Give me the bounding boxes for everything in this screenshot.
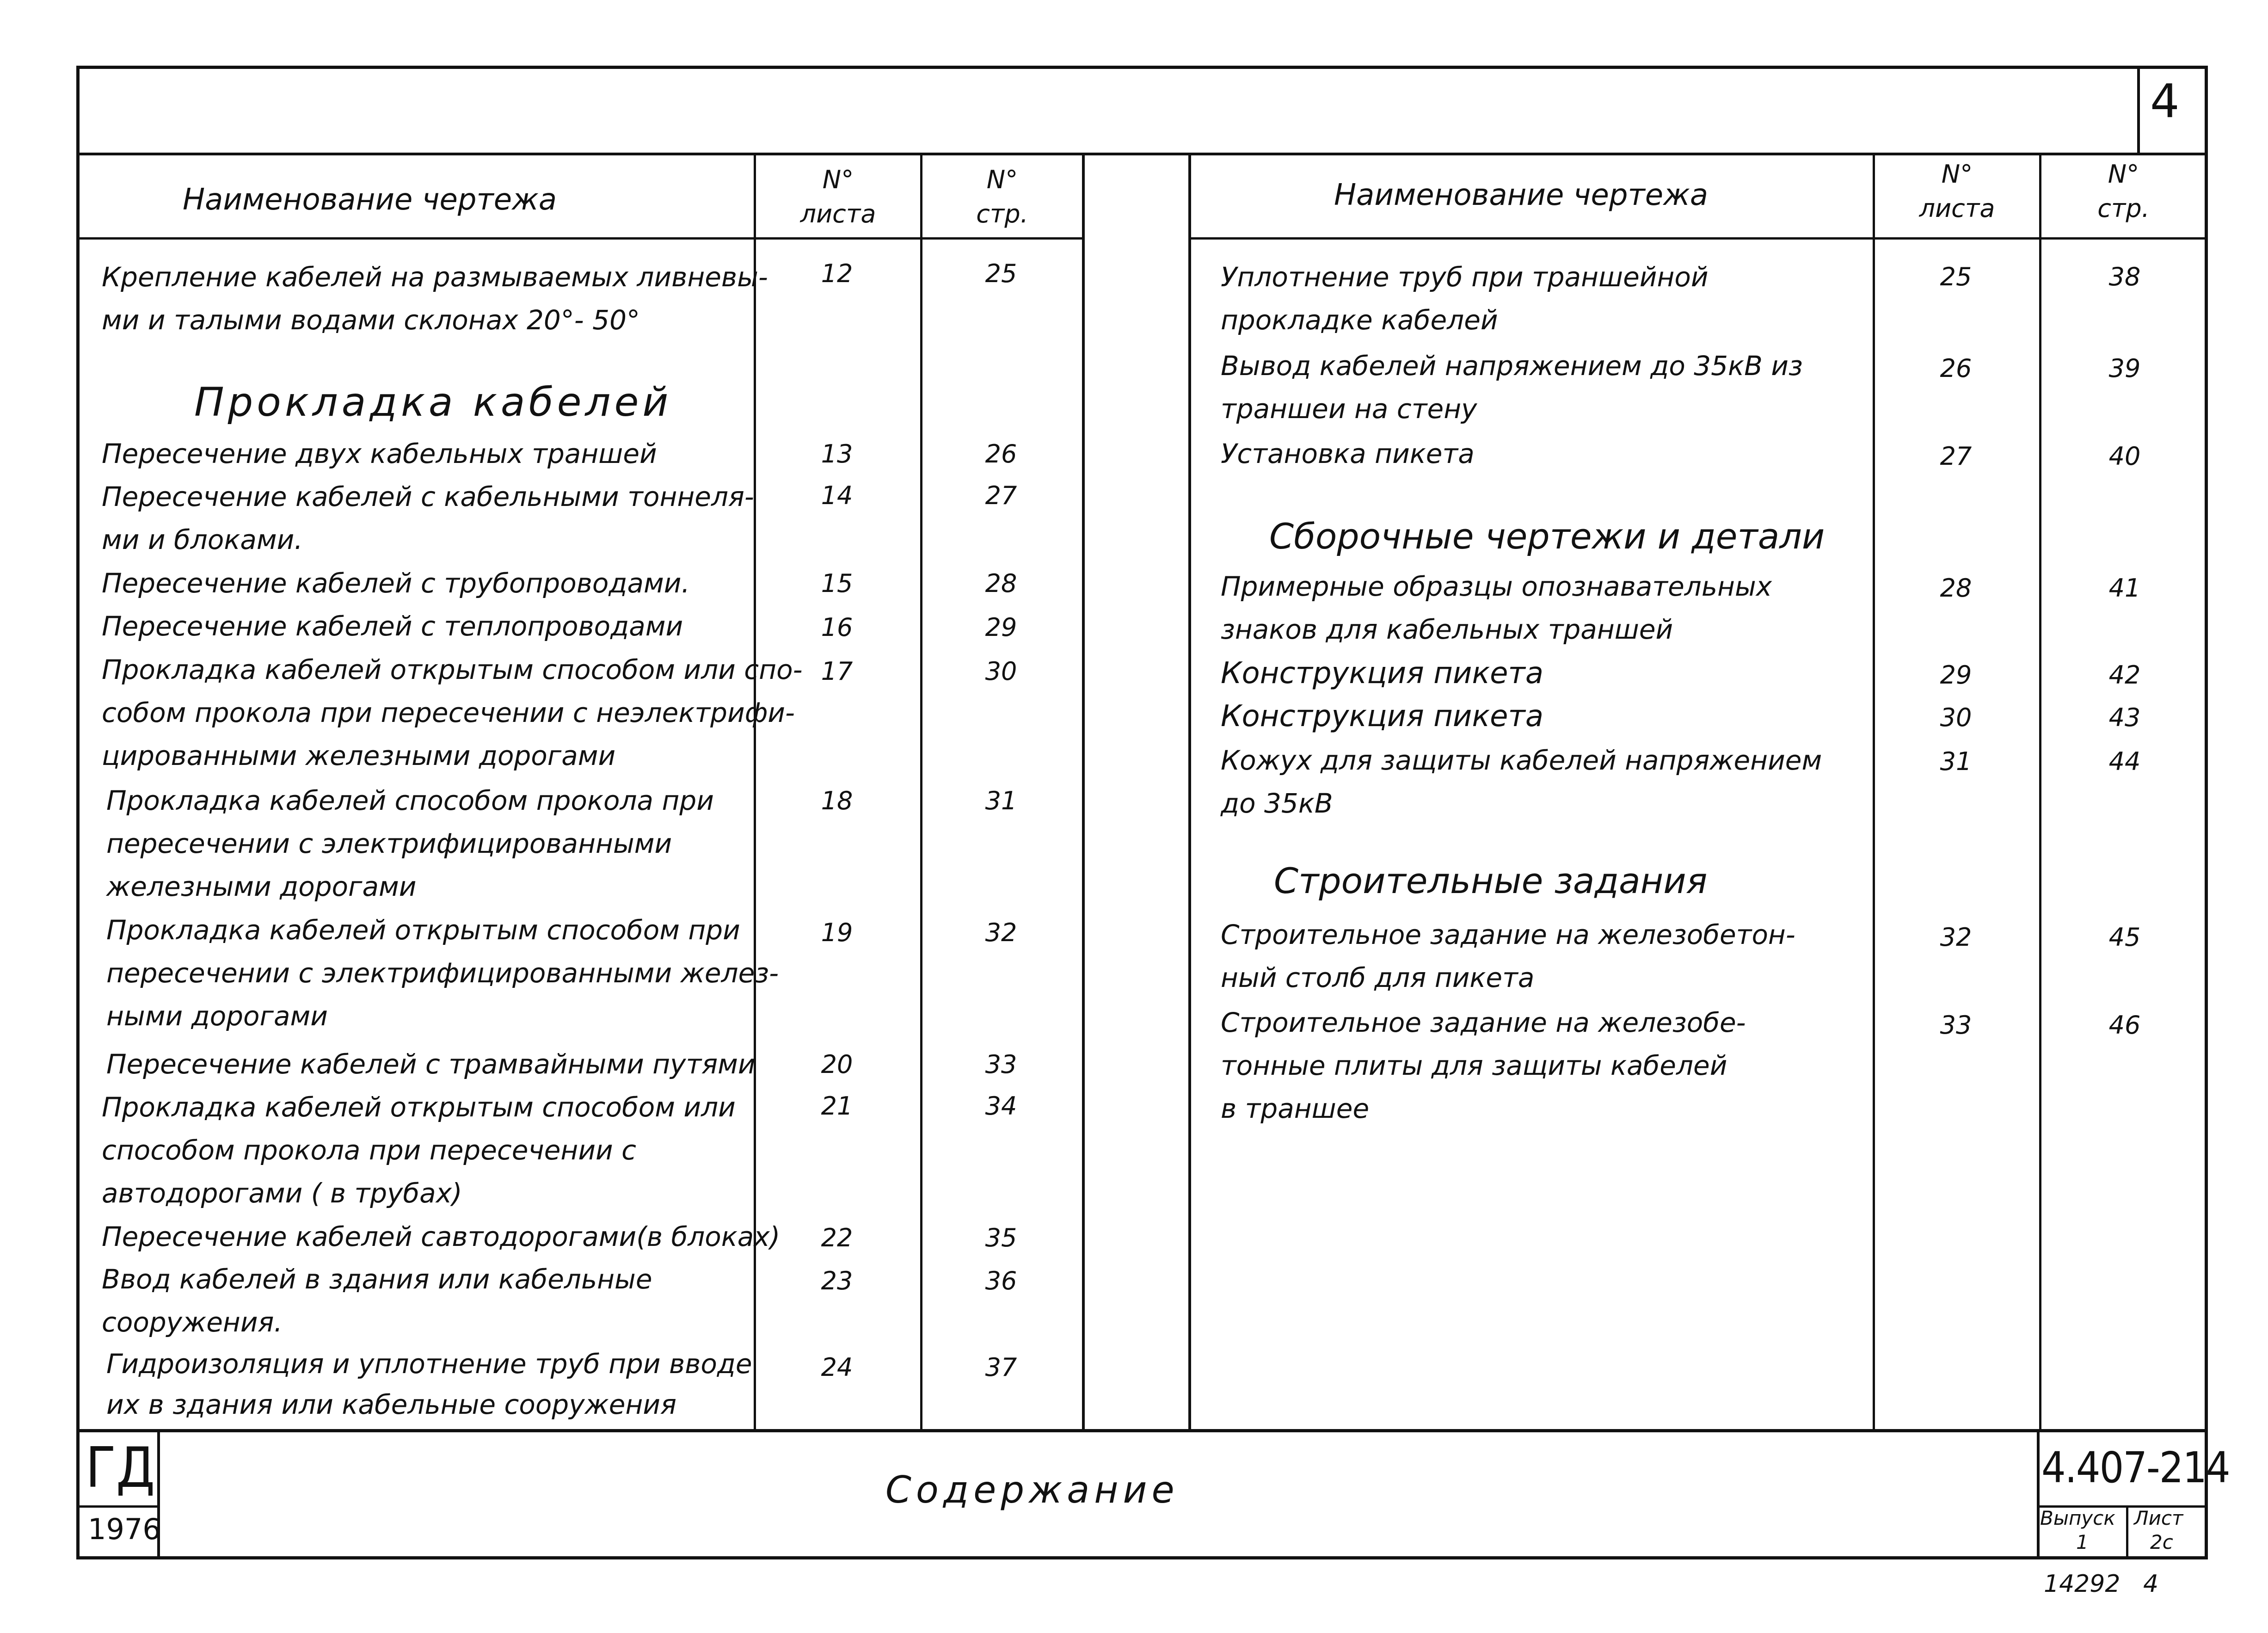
sheet-corner-number: 4 bbox=[2150, 74, 2180, 128]
left-header-sheet-no-text: N° листа bbox=[800, 165, 876, 228]
footer-note: 14292 4 bbox=[2044, 1570, 2159, 1598]
page-number: 43 bbox=[2108, 703, 2141, 732]
org-mark: ГД bbox=[86, 1436, 155, 1500]
issue-label: Выпуск bbox=[2040, 1507, 2115, 1529]
section-heading-assembly: Сборочные чертежи и детали bbox=[1269, 516, 1825, 557]
page-number: 38 bbox=[2108, 262, 2141, 291]
page-number: 44 bbox=[2108, 747, 2141, 776]
frame-left bbox=[76, 66, 80, 1559]
page-number: 27 bbox=[985, 481, 1017, 510]
sheet-number: 16 bbox=[821, 613, 853, 642]
row-text-line: прокладке кабелей bbox=[1221, 304, 1498, 336]
page-number: 37 bbox=[985, 1353, 1017, 1382]
title-block-bottom bbox=[76, 1556, 2208, 1559]
row-text-line: Строительное задание на железобе- bbox=[1221, 1007, 1746, 1038]
row-text-line: Пересечение кабелей с кабельными тоннеля- bbox=[102, 481, 754, 512]
document-code: 4.407-214 bbox=[2041, 1443, 2230, 1492]
left-header-page-no-text: N° стр. bbox=[976, 165, 1028, 228]
sheet-number: 25 bbox=[1940, 262, 1972, 291]
row-text-line: их в здания или кабельные сооружения bbox=[106, 1389, 676, 1420]
right-header-name: Наименование чертежа bbox=[1334, 178, 1709, 212]
section-heading-construction: Строительные задания bbox=[1274, 860, 1708, 901]
page-number: 29 bbox=[985, 613, 1017, 642]
row-text-line: Гидроизоляция и уплотнение труб при вводе bbox=[106, 1348, 752, 1380]
page-number: 39 bbox=[2108, 354, 2141, 383]
page-number: 45 bbox=[2108, 923, 2141, 952]
right-header-sheet-no bbox=[1875, 157, 2039, 226]
frame-right bbox=[2205, 66, 2208, 1559]
page-number: 46 bbox=[2108, 1011, 2141, 1040]
year-label: 1976 bbox=[88, 1512, 161, 1546]
list-item bbox=[102, 1258, 652, 1344]
row-text-line: Ввод кабелей в здания или кабельные bbox=[102, 1263, 652, 1295]
list-item bbox=[102, 1086, 736, 1215]
row-text-line: до 35кВ bbox=[1221, 788, 1333, 819]
page-number: 34 bbox=[985, 1091, 1017, 1121]
row-text-line: Кожух для защиты кабелей напряжением bbox=[1221, 745, 1822, 776]
section-heading-cables: Прокладка кабелей bbox=[194, 379, 672, 425]
sheet-number: 14 bbox=[821, 481, 853, 510]
row-text-line: Прокладка кабелей открытым способом или bbox=[102, 1091, 736, 1123]
row-text-line: Примерные образцы опознавательных bbox=[1221, 571, 1772, 602]
sheet-number: 31 bbox=[1940, 747, 1972, 776]
left-header-page-no bbox=[922, 163, 1082, 231]
page-number: 25 bbox=[985, 259, 1017, 288]
row-text-line: тонные плиты для защиты кабелей bbox=[1221, 1050, 1727, 1081]
right-header-page-no bbox=[2041, 157, 2206, 226]
list-item bbox=[1221, 256, 1709, 342]
sheet-number: 26 bbox=[1940, 354, 1972, 383]
row-text-line: ный столб для пикета bbox=[1221, 962, 1535, 993]
row-text-line: Пересечение кабелей с трубопроводами. bbox=[102, 567, 690, 599]
issue-value: 1 bbox=[2076, 1531, 2089, 1553]
right-col1-divider bbox=[1873, 153, 1875, 1431]
sheet-number: 20 bbox=[821, 1050, 853, 1079]
sheet-value: 2с bbox=[2150, 1531, 2173, 1553]
sheet-number: 17 bbox=[821, 657, 853, 686]
list-item bbox=[102, 432, 657, 475]
list-item bbox=[102, 1215, 780, 1258]
row-text-line: пересечении с электрифицированными желез- bbox=[106, 957, 779, 989]
list-item bbox=[1221, 565, 1772, 651]
row-text-line: ми и блоками. bbox=[102, 524, 303, 555]
list-item bbox=[106, 1043, 756, 1086]
row-text-line: Строительное задание на железобетон- bbox=[1221, 919, 1795, 950]
list-item bbox=[1221, 432, 1475, 475]
row-text-line: железными дорогами bbox=[106, 871, 417, 902]
right-header-page-no-text: N° стр. bbox=[2097, 160, 2150, 223]
page-number: 36 bbox=[985, 1266, 1017, 1295]
sheet-number: 12 bbox=[821, 259, 853, 288]
sheet-number: 23 bbox=[821, 1266, 853, 1295]
sheet-number: 21 bbox=[821, 1091, 853, 1121]
sheet-number: 29 bbox=[1940, 660, 1972, 690]
row-text-line: ными дорогами bbox=[106, 1000, 328, 1032]
list-item bbox=[102, 562, 690, 605]
list-item bbox=[106, 779, 714, 908]
row-text-line: цированными железными дорогами bbox=[102, 740, 616, 771]
row-text-line: собом прокола при пересечении с неэлектрифи- bbox=[102, 697, 795, 728]
page-number: 30 bbox=[985, 657, 1017, 686]
page-number: 35 bbox=[985, 1223, 1017, 1252]
list-item bbox=[106, 1343, 752, 1425]
frame-top bbox=[76, 66, 2208, 69]
sheet-number: 15 bbox=[821, 569, 853, 598]
title-block-top bbox=[76, 1429, 2208, 1432]
row-text-line: ми и талыми водами склонах 20°- 50° bbox=[102, 304, 640, 336]
row-text-line: Конструкция пикета bbox=[1221, 656, 1544, 690]
left-table-right-edge bbox=[1082, 153, 1085, 1431]
sheet-number: 13 bbox=[821, 439, 853, 468]
sheet-number: 28 bbox=[1940, 573, 1972, 603]
right-col2-divider bbox=[2039, 153, 2041, 1431]
row-text-line: Конструкция пикета bbox=[1221, 699, 1544, 733]
row-text-line: Вывод кабелей напряжением до 35кВ из bbox=[1221, 350, 1803, 382]
sheet-number: 19 bbox=[821, 918, 853, 947]
page-number: 41 bbox=[2108, 573, 2141, 603]
title-block-code-divider bbox=[2037, 1429, 2040, 1559]
left-header-sheet-no bbox=[756, 163, 920, 231]
list-item bbox=[102, 605, 683, 648]
sheet-label: Лист bbox=[2134, 1507, 2183, 1529]
row-text-line: Крепление кабелей на размываемых ливневы- bbox=[102, 261, 768, 293]
list-item bbox=[1221, 913, 1795, 999]
page-number: 33 bbox=[985, 1050, 1017, 1079]
left-header-name: Наименование чертежа bbox=[183, 183, 557, 217]
list-item bbox=[1221, 739, 1822, 825]
sheet-number: 22 bbox=[821, 1223, 853, 1252]
row-text-line: траншеи на стену bbox=[1221, 393, 1477, 425]
row-text-line: Пересечение кабелей с теплопроводами bbox=[102, 610, 683, 642]
page-number: 26 bbox=[985, 439, 1017, 468]
sheet-number: 27 bbox=[1940, 442, 1972, 471]
right-table-left-edge bbox=[1188, 153, 1191, 1431]
list-item bbox=[1221, 1001, 1746, 1130]
page-number: 32 bbox=[985, 918, 1017, 947]
title-block-org-hline bbox=[76, 1505, 160, 1508]
row-text-line: пересечении с электрифицированными bbox=[106, 828, 672, 859]
list-item bbox=[102, 475, 754, 561]
list-item bbox=[106, 909, 779, 1038]
list-item bbox=[1221, 695, 1543, 738]
row-text-line: автодорогами ( в трубах) bbox=[102, 1177, 462, 1209]
title-block-issue-divider bbox=[2126, 1505, 2128, 1559]
sheet-number: 30 bbox=[1940, 703, 1972, 732]
row-text-line: в траншее bbox=[1221, 1093, 1370, 1124]
row-text-line: Пересечение кабелей савтодорогами(в блоках) bbox=[102, 1221, 781, 1252]
page-number: 42 bbox=[2108, 660, 2141, 690]
page-number: 40 bbox=[2108, 442, 2141, 471]
corner-box-left bbox=[2137, 66, 2140, 154]
right-header-bottom bbox=[1188, 237, 2208, 240]
row-text-line: Пересечение кабелей с трамвайными путями bbox=[106, 1048, 756, 1080]
header-separator bbox=[76, 153, 2208, 155]
row-text-line: Прокладка кабелей способом прокола при bbox=[106, 785, 714, 816]
row-text-line: Прокладка кабелей открытым способом или спо- bbox=[102, 654, 803, 685]
row-text-line: способом прокола при пересечении с bbox=[102, 1134, 637, 1166]
row-text-line: сооружения. bbox=[102, 1306, 283, 1338]
document-title: Содержание bbox=[885, 1468, 1179, 1511]
row-text-line: Уплотнение труб при траншейной bbox=[1221, 261, 1709, 293]
row-text-line: Установка пикета bbox=[1221, 438, 1475, 469]
left-col2-divider bbox=[920, 153, 922, 1431]
page-number: 31 bbox=[985, 786, 1017, 815]
left-header-bottom bbox=[76, 237, 1084, 240]
sheet-number: 33 bbox=[1940, 1011, 1972, 1040]
row-text-line: знаков для кабельных траншей bbox=[1221, 614, 1673, 645]
list-item bbox=[102, 648, 803, 777]
sheet-number: 32 bbox=[1940, 923, 1972, 952]
right-header-sheet-no-text: N° листа bbox=[1919, 160, 1995, 223]
row-text-line: Пересечение двух кабельных траншей bbox=[102, 438, 657, 469]
sheet-number: 18 bbox=[821, 786, 853, 815]
row-text-line: Прокладка кабелей открытым способом при bbox=[106, 914, 740, 946]
sheet-number: 24 bbox=[821, 1353, 853, 1382]
page-number: 28 bbox=[985, 569, 1017, 598]
list-item bbox=[1221, 345, 1803, 431]
list-item bbox=[1221, 652, 1543, 695]
list-item bbox=[102, 256, 768, 342]
